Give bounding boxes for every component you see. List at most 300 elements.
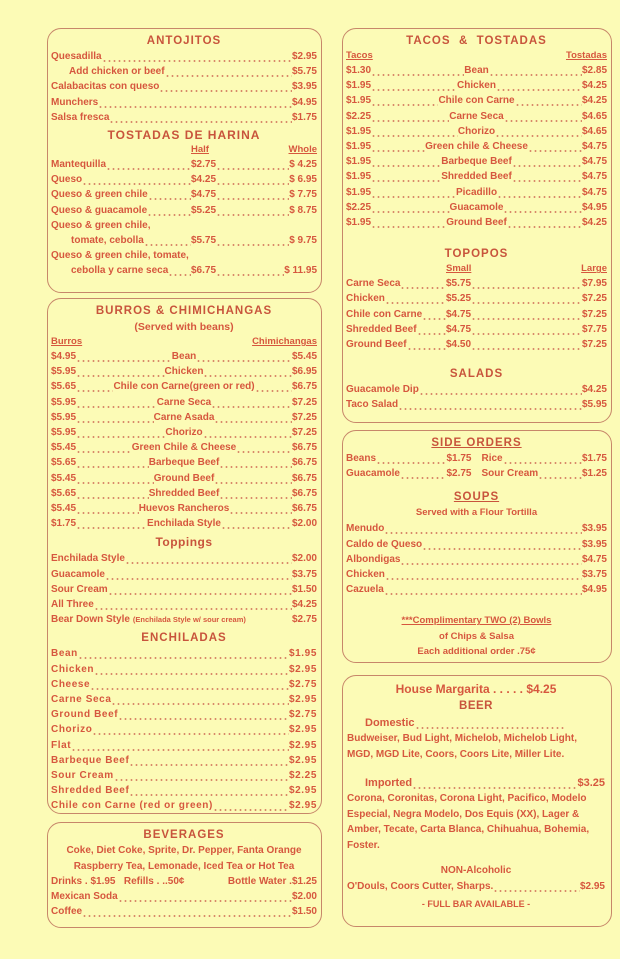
column-header-half: Half (191, 144, 209, 156)
menu-item (346, 93, 607, 108)
dot-leader (144, 233, 191, 248)
dot-leader (98, 95, 292, 110)
item-price-half: $6.75 (191, 265, 217, 277)
item-price-taco: $2.25 (346, 110, 372, 122)
menu-item (51, 95, 317, 110)
dot-leader (371, 139, 425, 154)
menu-item (51, 597, 317, 612)
item-name: Sour Cream (51, 583, 108, 595)
dot-leader (512, 169, 582, 184)
item-name: Chile con Carne (red or green) (51, 800, 213, 812)
drinks-row: Drinks . $1.95 Refills . . .50¢ Bottle Water . $1.25 (51, 874, 317, 889)
dot-leader (219, 486, 292, 501)
dot-leader (515, 93, 582, 108)
item-price: $2.75 (288, 678, 317, 690)
item-name: Chile con Carne(green or red) (113, 381, 255, 393)
menu-item (51, 440, 317, 455)
antojitos-section (47, 28, 322, 293)
item-price-burro: $1.75 (51, 518, 77, 530)
menu-item (51, 79, 317, 94)
dot-leader (236, 440, 292, 455)
dot-leader (216, 172, 289, 187)
item-price-whole: $ 9.75 (289, 235, 317, 247)
dot-leader (504, 109, 582, 124)
complimentary-note: ***Complimentary TWO (2) Bowls (401, 615, 552, 627)
item-name: Chorizo (165, 427, 203, 439)
dot-leader (196, 349, 292, 364)
menu-item (482, 451, 608, 466)
dot-leader (219, 455, 292, 470)
section-title: TOPOPOS (444, 248, 509, 261)
item-price-tostada: $2.85 (581, 65, 608, 76)
dot-leader (497, 185, 582, 200)
dot-leader (76, 379, 113, 394)
dot-leader (76, 471, 154, 486)
item-price-large: $7.25 (581, 339, 607, 351)
item-price: $1.95 (288, 648, 317, 660)
dot-leader (495, 124, 582, 139)
menu-item (51, 471, 317, 486)
item-name: Menudo (346, 523, 385, 535)
item-price-taco: $1.95 (346, 125, 372, 137)
item-name: Chile con Carne (346, 308, 423, 320)
dot-leader (407, 337, 446, 352)
menu-item (346, 291, 607, 306)
item-name: Chicken (51, 663, 95, 675)
item-name: Taco Salad (346, 399, 399, 411)
side-orders-row (346, 451, 607, 466)
section-title: Toppings (155, 535, 213, 550)
item-price: $3.75 (581, 569, 607, 581)
menu-item (51, 410, 317, 425)
dot-leader (78, 646, 289, 661)
menu-item (346, 78, 607, 93)
item-price-whole: $ 6.95 (289, 174, 317, 186)
dot-leader (82, 172, 191, 187)
imported-price: $3.25 (577, 777, 605, 790)
dot-leader (76, 410, 154, 425)
menu-item (346, 582, 607, 597)
dot-leader (371, 124, 458, 139)
dot-leader (216, 233, 289, 248)
item-price: $3.95 (581, 523, 607, 535)
dot-leader (419, 382, 582, 397)
item-price: $2.95 (288, 739, 317, 751)
menu-item (51, 662, 317, 677)
item-price: $2.25 (288, 770, 317, 782)
item-price-large: $7.95 (581, 278, 607, 290)
menu-item (346, 215, 607, 230)
item-name: Carne Seca (449, 110, 504, 122)
item-price-half: $5.75 (191, 235, 217, 247)
dot-leader (489, 63, 582, 78)
menu-item (51, 707, 317, 722)
menu-item (346, 521, 607, 536)
beer-title: BEER (459, 700, 493, 712)
dot-leader (496, 78, 582, 93)
menu-item (51, 110, 317, 125)
item-name: Guacamole (51, 568, 105, 580)
item-price-taco: $1.95 (346, 156, 372, 168)
item-name: Bean (51, 648, 78, 660)
item-price-burro: $4.95 (51, 351, 77, 362)
dot-leader (471, 291, 582, 306)
item-price-burro: $5.65 (51, 381, 77, 393)
item-price-burro: $5.95 (51, 396, 77, 408)
dot-leader (216, 157, 289, 172)
menu-item (51, 551, 317, 566)
item-name: Chicken (457, 80, 496, 92)
dot-leader (71, 738, 289, 753)
item-name: Ground Beef (346, 339, 407, 351)
dot-leader (213, 798, 289, 813)
item-name: Enchilada Style (147, 518, 221, 530)
item-name: cebolla y carne seca (71, 265, 169, 277)
item-price-tostada: $4.25 (581, 80, 607, 92)
menu-item (51, 582, 317, 597)
menu-item (51, 364, 317, 379)
dot-leader (90, 677, 289, 692)
dot-leader (203, 364, 292, 379)
item-name: Green Chile & Cheese (131, 442, 237, 454)
item-name: Salsa fresca (51, 111, 110, 123)
item-price: $4.25 (291, 599, 317, 611)
dot-leader (385, 567, 582, 582)
item-price-chimi: $7.25 (291, 411, 317, 423)
item-price-tostada: $4.95 (581, 201, 608, 213)
dot-leader (147, 203, 191, 218)
item-name: Cheese (51, 678, 91, 690)
domestic-label: Domestic (365, 717, 415, 729)
column-header-tostadas: Tostadas (565, 50, 607, 61)
item-name: Rice (481, 453, 503, 464)
menu-item (51, 753, 317, 768)
dot-leader (114, 768, 289, 783)
item-name: Barbeque Beef (51, 754, 130, 766)
menu-item (346, 397, 607, 412)
domestic-row (347, 716, 605, 731)
dot-leader (109, 110, 292, 125)
dot-leader (400, 276, 446, 291)
dot-leader (371, 78, 457, 93)
item-name: Chicken (346, 569, 385, 581)
item-name: Queso (51, 174, 83, 186)
menu-item (346, 109, 607, 124)
item-name: Sour Cream (481, 468, 539, 480)
item-name: Coffee (51, 906, 83, 918)
item-price-taco: $2.25 (346, 201, 372, 213)
menu-item (346, 139, 607, 154)
menu-item (51, 501, 317, 516)
dot-leader (108, 582, 292, 597)
item-name: Calabacitas con queso (51, 81, 160, 93)
menu-item (51, 157, 317, 172)
item-price-chimi: $6.95 (291, 366, 317, 378)
side-orders-section (342, 430, 612, 663)
item-price-chimi: $2.00 (291, 518, 318, 530)
item-price-burro: $5.45 (51, 472, 77, 484)
item-price-tostada: $4.25 (581, 217, 607, 229)
menu-item (346, 337, 607, 352)
item-price: $2.75 (291, 614, 317, 626)
menu-item (51, 263, 317, 278)
dot-leader (471, 322, 582, 337)
dot-leader (76, 486, 149, 501)
menu-item (51, 798, 317, 813)
item-price: $2.95 (288, 724, 317, 736)
item-name: Guacamole (449, 201, 504, 213)
menu-item (51, 395, 317, 410)
item-name: tomate, cebolla (71, 235, 144, 247)
dot-leader (76, 364, 165, 379)
item-name-cell (346, 291, 446, 306)
dot-leader (422, 537, 582, 552)
column-header-chimichangas: Chimichangas (252, 336, 317, 347)
dot-leader (105, 567, 292, 582)
item-name: Huevos Rancheros (138, 503, 230, 515)
dot-leader (385, 291, 446, 306)
dot-leader (216, 263, 284, 278)
full-bar-note: - FULL BAR AVAILABLE - (421, 898, 531, 909)
section-title: SOUPS (453, 491, 500, 504)
drinks-price: $1.95 (90, 876, 116, 887)
item-price: $5.95 (581, 399, 607, 411)
item-name-lead: Queso & green chile, tomate, (51, 250, 189, 262)
menu-item (51, 486, 317, 501)
dot-leader (129, 783, 289, 798)
item-price-chimi: $7.25 (291, 427, 317, 439)
item-name-cell (346, 307, 446, 322)
imported-row (347, 776, 605, 791)
margarita-price: $4.25 (526, 682, 557, 696)
item-name: Enchilada Style (51, 553, 125, 565)
item-price: $2.75 (288, 709, 317, 721)
column-headers (51, 143, 317, 157)
item-price-chimi: $6.75 (291, 503, 317, 515)
menu-item (51, 379, 317, 394)
dot-leader (203, 425, 292, 440)
menu-item (346, 382, 607, 397)
dot-leader (371, 109, 449, 124)
item-price-taco: $1.95 (346, 80, 372, 92)
item-name-cell (51, 172, 191, 187)
item-price: $4.95 (291, 96, 317, 108)
dot-leader (76, 501, 139, 516)
non-alcoholic-title: NON-Alcoholic (440, 865, 512, 877)
dot-leader (118, 707, 289, 722)
section-subtitle: (Served with beans) (134, 321, 234, 333)
item-price-whole: $ 4.25 (289, 159, 317, 171)
dot-leader (503, 451, 582, 466)
item-price-whole: $ 8.75 (289, 204, 317, 216)
section-title: TACOS & TOSTADAS (406, 35, 547, 47)
dot-leader (528, 139, 582, 154)
dot-leader (538, 466, 582, 481)
item-price-large: $7.25 (581, 293, 607, 305)
dot-leader (471, 307, 582, 322)
item-price-tostada: $4.65 (581, 125, 607, 137)
dot-leader (422, 307, 446, 322)
dot-leader (415, 716, 565, 731)
item-name: Bean (464, 65, 489, 76)
item-price: $2.95 (288, 663, 317, 675)
item-price-half: $4.75 (191, 189, 217, 201)
menu-item (346, 63, 607, 78)
dot-leader (129, 753, 289, 768)
dot-leader (214, 410, 292, 425)
item-price-taco: $1.95 (346, 186, 372, 198)
item-price: $4.75 (581, 553, 607, 565)
menu-item (51, 722, 317, 737)
item-name-cell (346, 276, 446, 291)
dot-leader (214, 471, 292, 486)
section-title: BEVERAGES (143, 829, 225, 841)
dot-leader (400, 466, 447, 481)
tacos-section (342, 28, 612, 423)
dot-leader (168, 263, 191, 278)
item-price: $1.75 (581, 453, 607, 464)
item-name: Caldo de Queso (346, 538, 423, 550)
item-price-chimi: $7.25 (291, 396, 318, 408)
menu-item (51, 172, 317, 187)
bar-section (342, 675, 612, 927)
item-price-half: $2.75 (191, 159, 217, 171)
menu-item (346, 200, 607, 215)
item-name: Add chicken or beef (69, 66, 165, 78)
item-name: Quesadilla (51, 51, 102, 62)
item-name: Bear Down Style (51, 614, 130, 626)
item-name: Barbeque Beef (148, 457, 220, 469)
item-price: $1.75 (291, 111, 317, 123)
item-price: $5.75 (291, 66, 317, 78)
dot-leader (371, 93, 438, 108)
column-header-whole: Whole (288, 144, 317, 156)
column-headers (346, 262, 607, 276)
column-headers (346, 49, 607, 63)
item-name: Shredded Beef (441, 171, 512, 183)
item-price-small: $4.75 (446, 323, 472, 335)
dot-leader (371, 200, 450, 215)
item-name: Chile con Carne (438, 95, 515, 107)
column-header-large: Large (581, 263, 607, 275)
item-name: Mantequilla (51, 159, 107, 171)
item-price-chimi: $6.75 (291, 442, 318, 454)
water-price: $1.25 (291, 876, 317, 887)
item-name-cell (51, 233, 191, 248)
menu-item (51, 783, 317, 798)
item-note: (Enchilada Style w/ sour cream) (132, 615, 246, 625)
beverages-section (47, 822, 322, 928)
section-title: SIDE ORDERS (431, 437, 522, 449)
column-headers (51, 335, 317, 349)
item-name: Shredded Beef (346, 323, 417, 335)
dot-leader (493, 879, 580, 894)
item-price-tostada: $4.75 (581, 186, 607, 198)
item-price: $2.95 (288, 694, 317, 706)
item-price-small: $4.75 (446, 308, 472, 320)
section-title: TOSTADAS DE HARINA (107, 128, 261, 143)
item-name: Queso & green chile (51, 189, 148, 201)
item-name: Shredded Beef (148, 487, 220, 499)
item-price-burro: $5.95 (51, 411, 77, 423)
item-price: $2.95 (288, 754, 317, 766)
dot-leader (118, 889, 292, 904)
item-name: Beans (346, 453, 377, 464)
item-name: Queso & guacamole (51, 204, 148, 216)
beverage-list: Coke, Diet Coke, Sprite, Dr. Pepper, Fanta Orange (66, 845, 302, 856)
menu-item (346, 451, 472, 466)
menu-item (346, 322, 607, 337)
item-name-cell (51, 203, 191, 218)
item-name: Ground Beef (153, 472, 215, 484)
item-name: Flat (51, 739, 72, 751)
dot-leader (76, 516, 147, 531)
dot-leader (102, 49, 292, 64)
dot-leader (211, 395, 292, 410)
menu-item (51, 49, 317, 64)
item-name: Guacamole Dip (346, 384, 419, 396)
water-label: Bottle Water (227, 876, 287, 887)
dot-leader (371, 169, 441, 184)
dot-leader (471, 337, 582, 352)
burros-section (47, 298, 322, 814)
margarita-row: House Margarita . . . . . $4.25 (395, 682, 557, 696)
item-price-tostada: $4.75 (581, 141, 608, 153)
dot-leader (94, 662, 289, 677)
menu-item (346, 169, 607, 184)
menu-item (51, 455, 317, 470)
item-name-lead: Queso & green chile, (51, 219, 151, 231)
item-price-small: $4.50 (446, 339, 472, 351)
item-price-taco: $1.95 (346, 171, 372, 183)
menu-item (51, 567, 317, 582)
item-name: Carne Seca (346, 278, 401, 290)
item-price-tostada: $4.75 (581, 156, 608, 168)
item-price-small: $5.25 (446, 293, 472, 305)
column-header-tacos: Tacos (346, 50, 373, 61)
item-price-tostada: $4.25 (581, 95, 608, 107)
margarita-label: House Margarita (395, 682, 490, 696)
dot-leader (255, 379, 292, 394)
menu-item (346, 124, 607, 139)
dot-leader (371, 215, 446, 230)
menu-item (51, 677, 317, 692)
menu-item (346, 185, 607, 200)
menu-item (346, 567, 607, 582)
menu-item (51, 349, 317, 364)
menu-item (51, 187, 317, 202)
section-subtitle: Served with a Flour Tortilla (415, 507, 538, 519)
imported-list: Corona, Coronitas, Corona Light, Pacifico, Modelo Especial, Negra Modelo, Dos Equis (XX), Lager & Amber, Tecate, Carta Blanca, Chihuahua, Bohemia, Foster. (347, 793, 590, 851)
domestic-list: Budweiser, Bud Light, Michelob, Michelob Light, MGD, MGD Lite, Coors, Coors Lite, Miller Lite. (347, 733, 577, 760)
menu-item (51, 64, 317, 79)
dot-leader (76, 455, 149, 470)
item-price: $3.75 (291, 568, 317, 580)
item-price-large: $7.75 (581, 323, 607, 335)
menu-item (51, 768, 317, 783)
dot-leader (412, 776, 577, 791)
section-title: BURROS & CHIMICHANGAS (95, 305, 273, 317)
menu-item (51, 738, 317, 753)
item-name: Shredded Beef (51, 785, 130, 797)
item-price: $3.95 (581, 538, 607, 550)
dot-leader (76, 395, 157, 410)
item-name: Chorizo (51, 724, 93, 736)
dot-leader (111, 692, 288, 707)
section-title: SALADS (449, 368, 504, 381)
dot-leader (371, 63, 464, 78)
item-price: $4.25 (581, 384, 607, 396)
